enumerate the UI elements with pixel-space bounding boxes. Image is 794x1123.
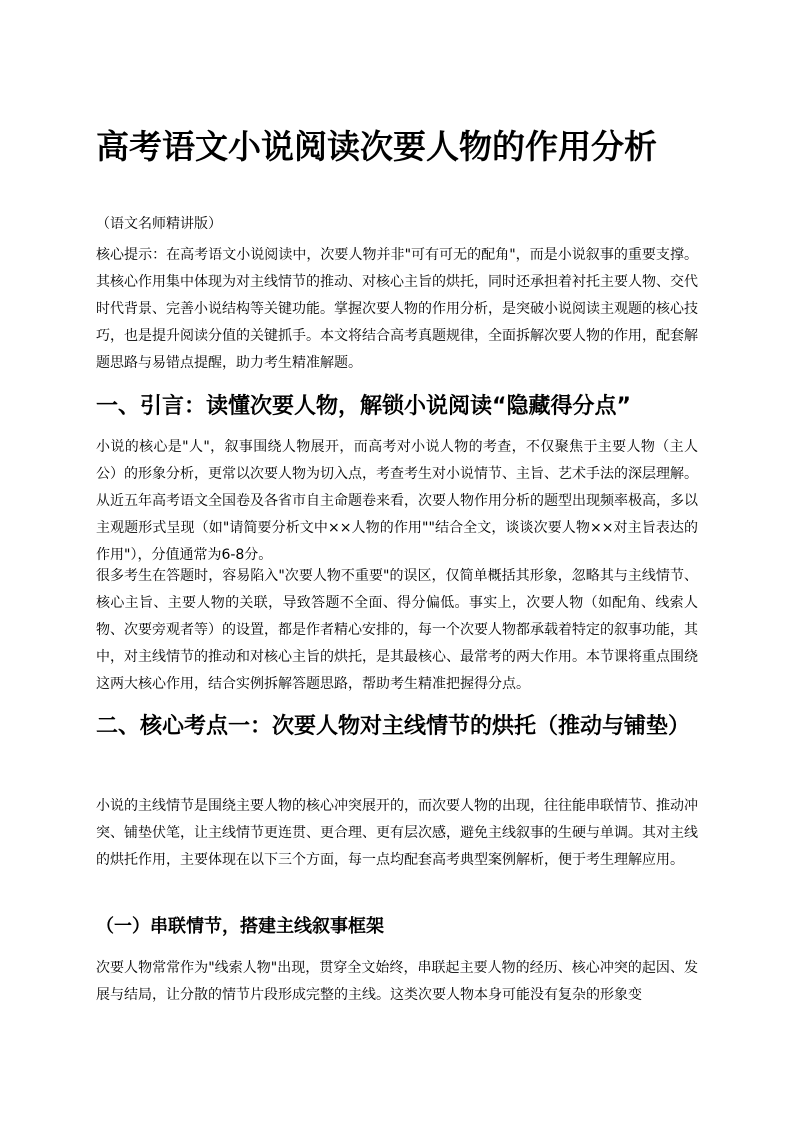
document-title: 高考语文小说阅读次要人物的作用分析 — [96, 127, 657, 166]
section1-paragraph-2: 很多考生在答题时，容易陷入"次要人物不重要"的误区，仅简单概括其形象，忽略其与主线情节、核心主旨、主要人物的关联，导致答题不全面、得分偏低。事实上，次要人物（如配角、线索人物、次要旁观者等）的设置，都是作者精心安排的，每一个次要人物都承载着特定的叙事功能，其中，对主线情节的推动和对核心主旨的烘托，是其最核心、最常考的两大作用。本节课将重点围绕这两大核心作用，结合实例拆解答题思路，帮助考生精准把握得分点。 — [96, 568, 698, 692]
section2-paragraph: 小说的主线情节是围绕主要人物的核心冲突展开的，而次要人物的出现，往往能串联情节、推动冲突、铺垫伏笔，让主线情节更连贯、更合理、更有层次感，避免主线叙事的生硬与单调。其对主线的烘托作用，主要体现在以下三个方面，每一点均配套高考典型案例解析，便于考生理解应用。 — [96, 798, 698, 868]
intro-paragraph: 核心提示：在高考语文小说阅读中，次要人物并非"可有可无的配角"，而是小说叙事的重要支撑。其核心作用集中体现为对主线情节的推动、对核心主旨的烘托，同时还承担着衬托主要人物、交代时代背景、完善小说结构等关键功能。掌握次要人物的作用分析，是突破小说阅读主观题的核心技巧，也是提升阅读分值的关键抓手。本文将结合高考真题规律，全面拆解次要人物的作用，配套解题思路与易错点提醒，助力考生精准解题。 — [96, 247, 698, 371]
section2-heading: 二、核心考点一：次要人物对主线情节的烘托（推动与铺垫） — [96, 714, 691, 739]
subsection-paragraph: 次要人物常常作为"线索人物"出现，贯穿全文始终，串联起主要人物的经历、核心冲突的起因、发展与结局，让分散的情节片段形成完整的主线。这类次要人物本身可能没有复杂的形象变 — [96, 960, 698, 1003]
document-subtitle: （语文名师精讲版） — [96, 216, 222, 232]
subsection-heading: （一）串联情节，搭建主线叙事框架 — [96, 916, 384, 937]
section1-paragraph-1: 小说的核心是"人"，叙事围绕人物展开，而高考对小说人物的考查，不仅聚焦于主要人物（主人公）的形象分析，更常以次要人物为切入点，考查考生对小说情节、主旨、艺术手法的深层理解。从近五年高考语文全国卷及各省市自主命题卷来看，次要人物作用分析的题型出现频率极高，多以主观题形式呈现（如"请简要分析文中××人物的作用""结合全文，谈谈次要人物××对主旨表达的作用"），分值通常为6-8分。 — [96, 439, 698, 563]
section1-heading: 一、引言：读懂次要人物，解锁小说阅读“隐藏得分点” — [96, 394, 631, 419]
